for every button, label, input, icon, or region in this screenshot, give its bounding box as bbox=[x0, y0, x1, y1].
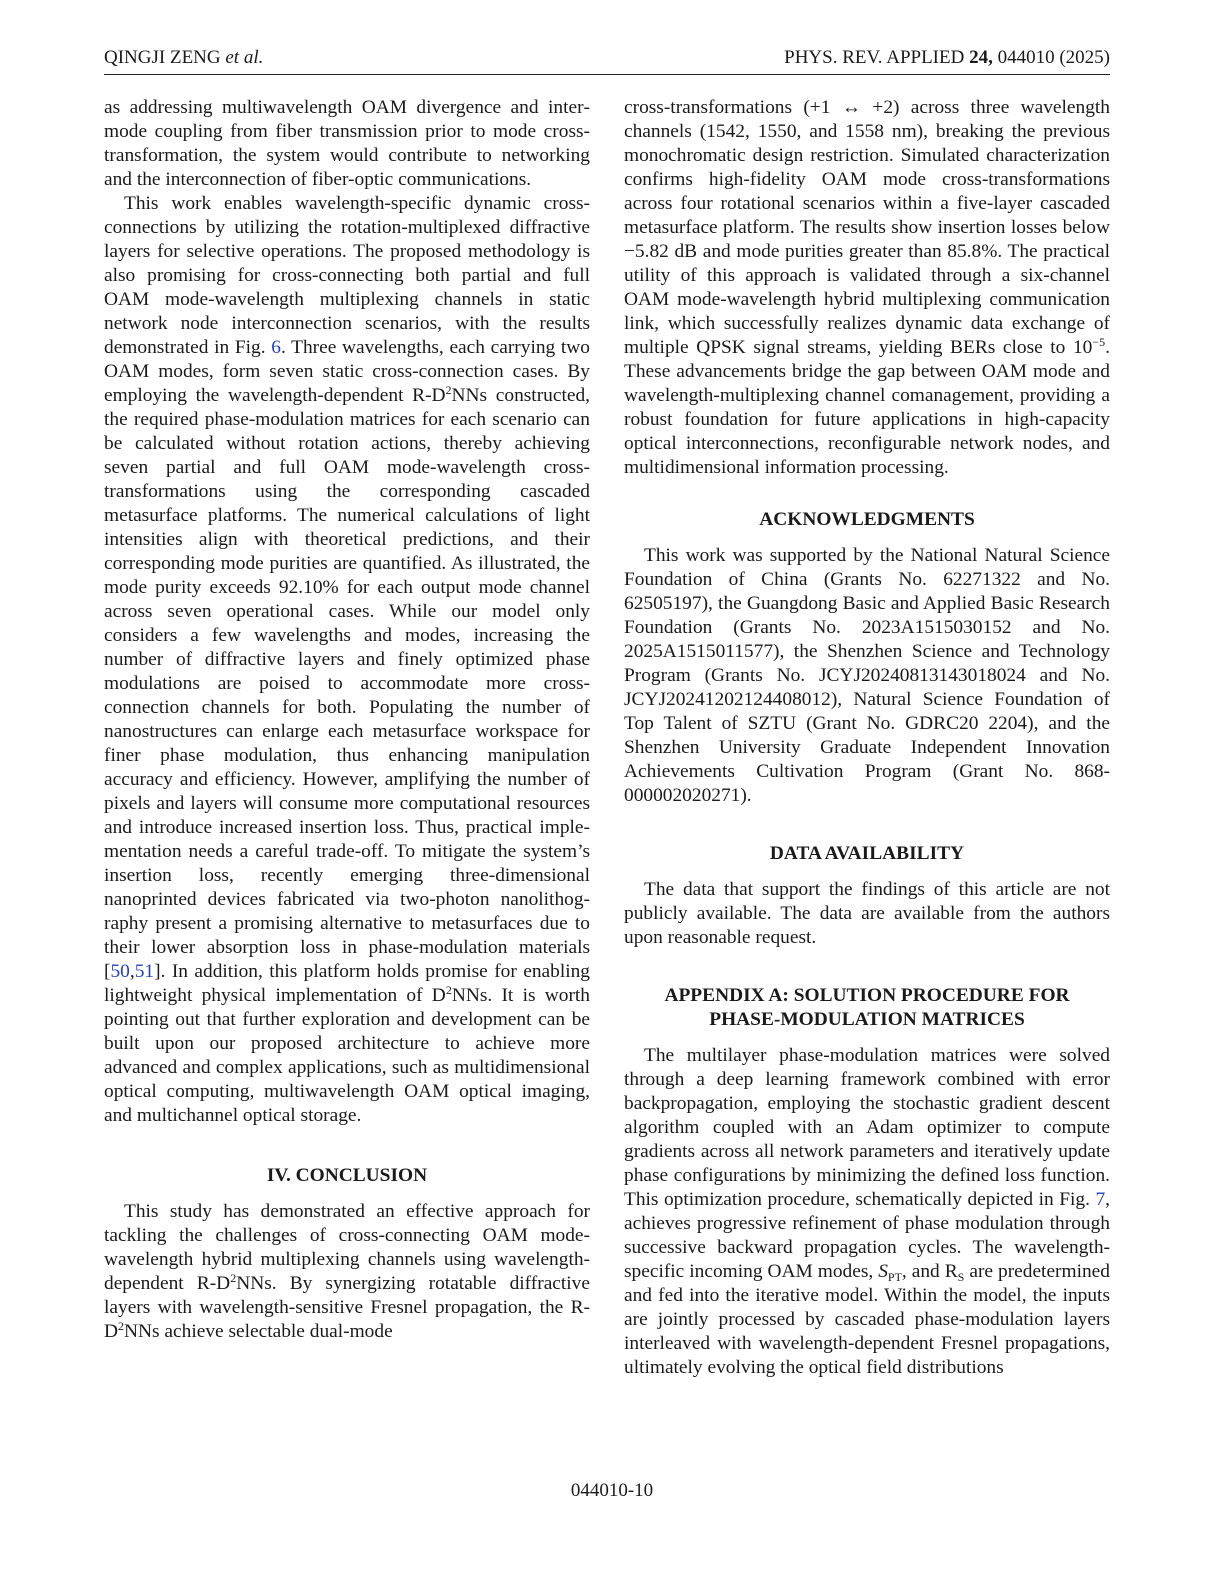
page-number: 044010-10 bbox=[570, 1480, 654, 1501]
article-number: 044010 (2025) bbox=[997, 47, 1110, 68]
text-span: NNs. It is worth pointing out that further exploration and development can be built upon our proposed architecture to achieve more advanced and complex applications, such as multidimensional optical computing, multiwavelength OAM optical imaging, and multichannel optical storage. bbox=[104, 985, 590, 1126]
section-heading-conclusion: IV. CONCLUSION bbox=[266, 1165, 428, 1186]
superscript: 2 bbox=[230, 1271, 237, 1285]
figure-link-7[interactable]: 7 bbox=[1095, 1189, 1106, 1210]
section-heading-acknowledgments: ACKNOWLEDGMENTS bbox=[759, 509, 975, 530]
paragraph: as addressing multiwavelength OAM divergence and intermode coupling from fiber transmission prior to mode cross-transformation, the system would contribute to networking and the interconnection of fiber-optic communications. bbox=[104, 97, 590, 190]
text-span: . These advancements bridge the gap between OAM mode and wavelength-multiplexing channel comanagement, providing a robust foundation for future applications in high-capacity optical interconnections, reconfigurable network nodes, and multidimensional information processing. bbox=[624, 337, 1110, 478]
subscript: PT bbox=[887, 1270, 902, 1284]
text-span: , and R bbox=[901, 1261, 958, 1282]
paragraph bbox=[104, 192, 590, 1128]
figure-link-6[interactable]: 6 bbox=[271, 337, 281, 358]
superscript: 2 bbox=[445, 383, 452, 397]
journal-volume: 24, bbox=[969, 47, 993, 68]
heading-line: PHASE-MODULATION MATRICES bbox=[709, 1009, 1025, 1030]
subscript: S bbox=[957, 1270, 965, 1284]
section-heading-appendix-a bbox=[624, 984, 1110, 1032]
text-span: NNs constructed, the required phase-modulation matrices for each scenario can be calculated without rotation actions, thereby achieving seven partial and full OAM mode-wavelength cross-transformations using the corresponding cascaded metasurface platforms. The numerical calculations of light intensities align with theoretical predictions, and their corresponding mode purities are quantified. As illustrated, the mode purity exceeds 92.10% for each output mode channel across seven operational cases. While our model only considers a few wavelengths and modes, increasing the number of diffractive layers and finely optimized phase modulations are poised to accommodate more cross-connection channels for both. Populating the number of nanostructures can enlarge each metasurface workspace for finer phase modulation, thus enhancing manipulation accuracy and efficiency. However, amplifying the number of pixels and layers will consume more computational resources and introduce increased insertion loss. Thus, practical implementation needs a careful trade-off. To mitigate the system’s insertion loss, recently emerging three-dimensional nanoprinted devices fabricated via two-photon nanolithography present a promising alternative to metasurfaces due to their lower absorption loss in phase-modulation materials [ bbox=[104, 385, 590, 982]
text-span: NNs achieve selectable dual-mode bbox=[124, 1321, 393, 1342]
header-citation bbox=[784, 44, 1110, 72]
text-span: This work enables wavelength-specific dynamic cross-connections by utilizing the rotation-multiplexed diffractive layers for selective operations. The proposed methodology is also promising for cross-connecting both partial and full OAM mode-wavelength multiplexing channels in static network node interconnection scenarios, with the results demonstrated in Fig. bbox=[104, 193, 590, 358]
paragraph bbox=[624, 1044, 1110, 1380]
reference-link-50[interactable]: 50 bbox=[110, 961, 130, 982]
paragraph: This work was supported by the National Natural Science Foundation of China (Grants No. 62271322 and No. 62505197), the Guangdong Basic and Applied Basic Research Foundation (Grants No. 2023A1515030152 and No. 2025A1515011577), the Shenzhen Science and Technology Program (Grants No. JCYJ20240813143018024 and No. JCYJ20241202124408012), Natural Science Foundation of Top Talent of SZTU (Grant No. GDRC20 2204), and the Shenzhen University Graduate Independent Innovation Achievements Cultivation Program (Grant No. 868-000002020271). bbox=[624, 545, 1110, 806]
authors-text: QINGJI ZENG bbox=[104, 47, 221, 68]
text-span: are predetermined and fed into the iterative model. Within the model, the inputs are jointly processed by cascaded phase-modulation layers interleaved with wavelength-dependent Fresnel propagations, ultimately evolving the optical field distributions bbox=[624, 1261, 1110, 1378]
superscript: 2 bbox=[445, 983, 452, 997]
heading-line: APPENDIX A: SOLUTION PROCEDURE FOR bbox=[664, 985, 1070, 1006]
text-span: The multilayer phase-modulation matrices were solved through a deep learning framework combined with error backpropagation, employing the stochastic gradient descent algorithm coupled with an Adam optimizer to compute gradients across all network parameters and iteratively update phase configurations by minimizing the defined loss function. This optimization procedure, schematically depicted in Fig. bbox=[624, 1045, 1110, 1210]
et-al: et al. bbox=[225, 47, 264, 68]
header-authors bbox=[104, 44, 263, 72]
text-span: This study has demonstrated an effective approach for tackling the challenges of cross-connecting OAM mode-wavelength hybrid multiplexing channels using wavelength-dependent R-D bbox=[104, 1201, 590, 1294]
text-span: , bbox=[129, 961, 135, 982]
text-span: cross-transformations (+1 ↔ +2) across three wavelength channels (1542, 1550, and 1558 nm), breaking the previous monochromatic design restriction. Simulated characterization confirms high-fidelity OAM mode cross-transformations across four rotational scenarios within a five-layer cascaded metasurface platform. The results show insertion losses below −5.82 dB and mode purities greater than 85.8%. The practical utility of this approach is validated through a six-channel OAM mode-wavelength hybrid multiplexing communication link, which successfully realizes dynamic data exchange of multiple QPSK signal streams, yielding BERs close to 10 bbox=[624, 97, 1110, 358]
paragraph: The data that support the findings of this article are not publicly available. The data are available from the authors upon reasonable request. bbox=[624, 879, 1110, 948]
paragraph bbox=[624, 96, 1110, 480]
reference-link-51[interactable]: 51 bbox=[134, 961, 155, 982]
symbol-s: S bbox=[878, 1261, 888, 1282]
header-rule bbox=[104, 74, 1110, 75]
paragraph bbox=[104, 1200, 590, 1344]
running-header bbox=[104, 44, 1110, 72]
superscript: −5 bbox=[1092, 335, 1106, 349]
right-column bbox=[624, 96, 1110, 1380]
left-column bbox=[104, 96, 590, 1344]
text-span: . Three wavelengths, each carrying two OAM modes, form seven static cross-connection cases. By employing the wavelength-dependent R-D bbox=[104, 337, 590, 406]
journal-name: PHYS. REV. APPLIED bbox=[784, 47, 965, 68]
superscript: 2 bbox=[118, 1319, 125, 1333]
text-span: , achieves progressive refinement of phase modulation through successive backward propagation cycles. The wavelength-specific incoming OAM modes, bbox=[624, 1189, 1110, 1282]
section-heading-data-availability: DATA AVAILABILITY bbox=[769, 843, 965, 864]
text-span: NNs. By synergizing rotatable diffractive layers with wavelength-sensitive Fresnel propagation, the R-D bbox=[104, 1273, 590, 1342]
text-span: ]. In addition, this platform holds promise for enabling lightweight physical implementation of D bbox=[104, 961, 590, 1006]
